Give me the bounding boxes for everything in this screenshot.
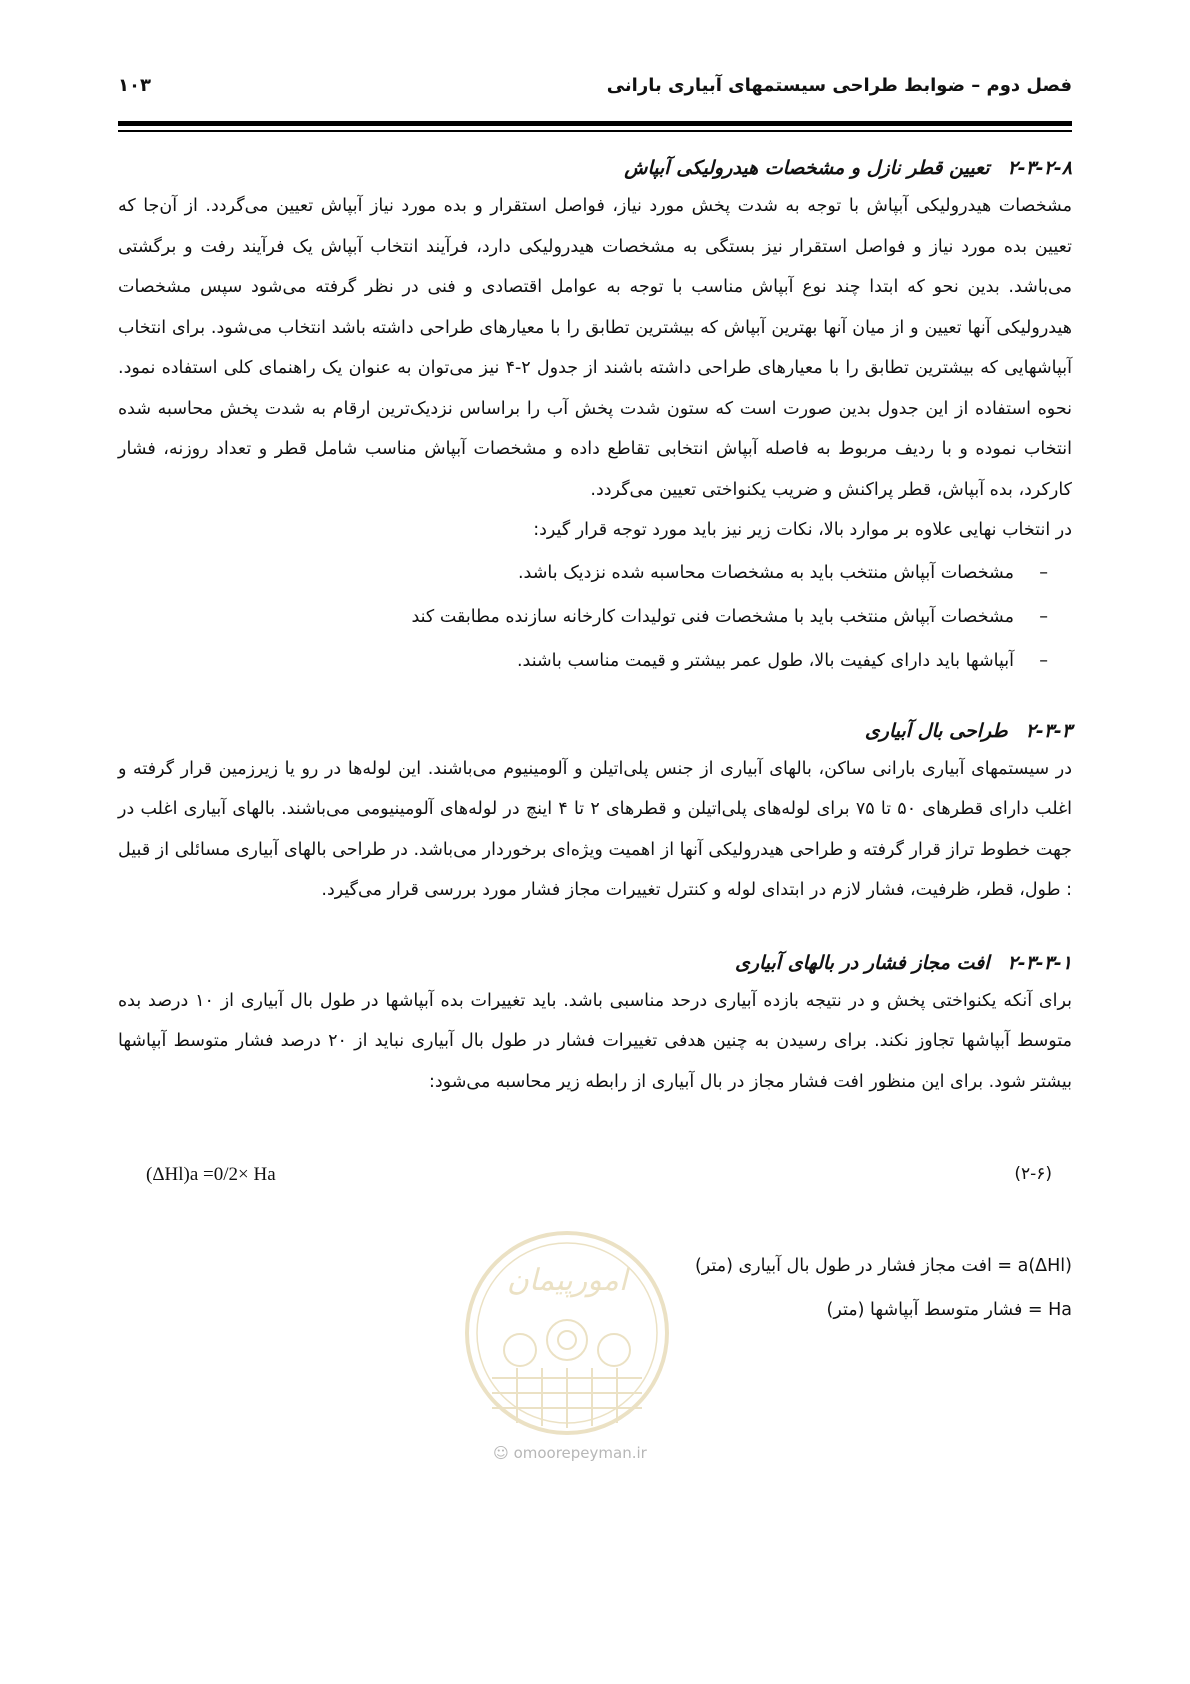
header-rule-thin [118,130,1072,132]
seal-logo-icon [462,1228,672,1438]
chapter-title: فصل دوم – ضوابط طراحی سیستمهای آبیاری بارانی [606,74,1072,96]
paragraph-nozzle: مشخصات هیدرولیکی آبپاش با توجه به شدت پخش مورد نیاز، فواصل استقرار و بده مورد نیاز آبپاش تعیین می‌گردد. از آن‌جا که تعیین بده مورد نیاز و فواصل استقرار نیز بستگی به مشخصات هیدرولیکی دارد، فرآیند انتخاب آبپاش یک فرآیند رفت و برگشتی می‌باشد. بدین نحو که ابتدا چند نوع آبپاش مناسب با توجه به عوامل اقتصادی و فنی در نظر گرفته می‌شود سپس مشخصات هیدرولیکی آنها تعیین و از میان آنها بهترین آبپاش که بیشترین تطابق را با معیارهای طراحی داشته باشد انتخاب می‌شود. برای انتخاب آبپاشهایی که بیشترین تطابق را با معیارهای طراحی داشته باشند از جدول ۲-۴ نیز می‌توان به عنوان یک راهنمای کلی استفاده نمود. نحوه استفاده از این جدول بدین صورت است که ستون شدت پخش آب را براساس نزدیک‌ترین ارقام به شدت پخش محاسبه شده انتخاب نموده و با ردیف مربوط به فاصله آبپاش انتخابی تقاطع داده و مشخصات آبپاش مناسب شامل قطر و تعداد روزنه، فشار کارکرد، بده آبپاش، قطر پراکنش و ضریب یکنواختی تعیین می‌گردد. [118,196,1072,500]
watermark-url: ☺ omoorepeyman.ir [493,1444,647,1462]
bullet-list [118,551,1072,683]
definition-item: (ΔHl)a = افت مجاز فشار در طول بال آبیاری (متر) [694,1256,1072,1276]
section-title: تعیین قطر نازل و مشخصات هیدرولیکی آبپاش [624,157,990,179]
formula-number: (۲-۶) [1014,1164,1052,1184]
header-rule-thick [118,121,1072,126]
section-heading-pressure-loss [118,945,1072,981]
section-heading-lateral [118,713,1072,749]
paragraph-pressure-loss: برای آنکه یکنواختی پخش و در نتیجه بازده آبیاری درحد مناسبی باشد. باید تغییرات بده آبپاشها در طول بال آبیاری از ۱۰ درصد بده متوسط آبپاشها تجاوز نکند. برای رسیدن به چنین هدفی تغییرات فشار در طول بال آبیاری نباید از ۲۰ درصد فشار متوسط آبپاشها بیشتر شود. برای این منظور افت فشار مجاز در بال آبیاری از رابطه زیر محاسبه می‌شود: [118,990,1072,1092]
paragraph-intro: در انتخاب نهایی علاوه بر موارد بالا، نکات زیر نیز باید مورد توجه قرار گیرد: [533,520,1072,540]
formula-expression: (ΔHl)a =0/2× Ha [146,1164,276,1185]
list-item: –مشخصات آبپاش منتخب باید با مشخصات فنی تولیدات کارخانه سازنده مطابقت کند [118,595,1048,639]
definition-item: Ha = فشار متوسط آبپاشها (متر) [826,1300,1072,1320]
list-item: –آبپاشها باید دارای کیفیت بالا، طول عمر بیشتر و قیمت مناسب باشند. [118,639,1048,683]
page-header [118,60,1072,110]
section-title: افت مجاز فشار در بالهای آبیاری [734,951,990,974]
section-number: ۲-۳-۲-۸ [1007,157,1072,179]
page-content [118,150,1072,1332]
section-title: طراحی بال آبیاری [864,719,1008,742]
paragraph-lateral: در سیستمهای آبیاری بارانی ساکن، بالهای آبیاری از جنس پلی‌اتیلن و آلومینیوم می‌باشند. این لوله‌ها در رو یا زیرزمین قرار گرفته و اغلب دارای قطرهای ۵۰ تا ۷۵ برای لوله‌های پلی‌اتیلن و قطرهای ۲ تا ۴ اینچ در لوله‌های آلومینیومی می‌باشند. بالهای آبیاری اغلب در جهت خطوط تراز قرار گرفته و طراحی هیدرولیکی آنها از اهمیت ویژه‌ای برخوردار می‌باشد. در طراحی بالهای آبیاری مسائلی از قبیل : طول، قطر، ظرفیت، فشار لازم در ابتدای لوله و کنترل تغییرات مجاز فشار مورد بررسی قرار می‌گیرد. [118,758,1072,900]
section-number: ۲-۳-۳ [1025,719,1072,742]
watermark-logo-text: امورپیمان [506,1263,628,1298]
section-number: ۲-۳-۳-۱ [1007,951,1072,974]
page-number: ۱۰۳ [118,74,151,96]
formula-row [118,1156,1072,1200]
list-item: –مشخصات آبپاش منتخب باید به مشخصات محاسبه شده نزدیک باشد. [118,551,1048,595]
section-heading-nozzle [118,150,1072,186]
bullet-dash: – [1039,650,1048,671]
bullet-dash: – [1039,606,1048,627]
bullet-dash: – [1039,562,1048,583]
